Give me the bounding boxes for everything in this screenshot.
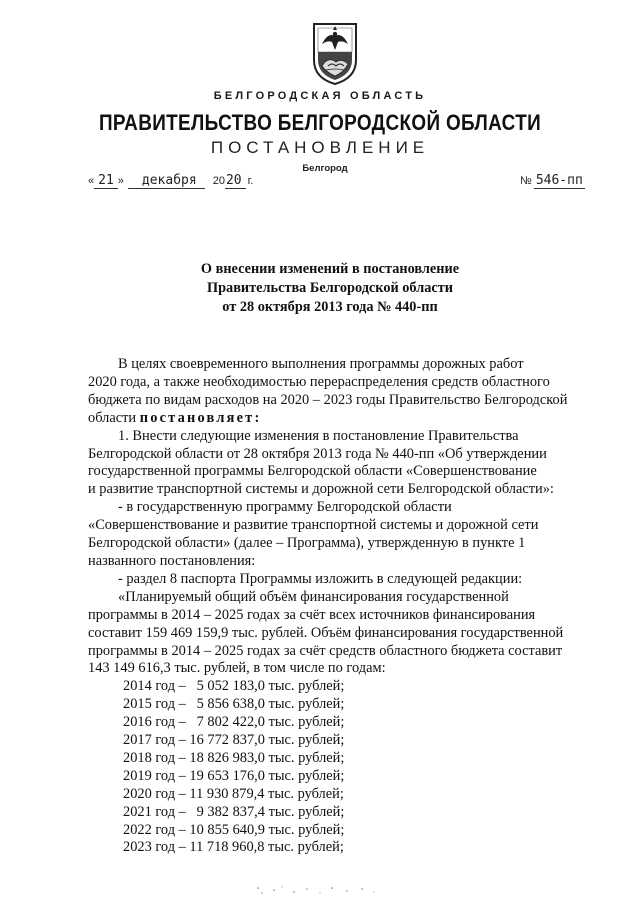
region-name: БЕЛГОРОДСКАЯ ОБЛАСТЬ xyxy=(213,90,427,102)
item2-line: Белгородской области» (далее – Программа), утвержденную в пункте 1 xyxy=(88,535,526,552)
intro-line: бюджета по видам расходов на 2020 – 2023 годы Правительство Белгородской xyxy=(88,391,568,408)
date-open-quote: « xyxy=(88,175,95,187)
year-item: 2018 год – 18 826 983,0 тыс. рублей; xyxy=(123,749,345,766)
year-item: 2019 год – 19 653 176,0 тыс. рублей; xyxy=(123,767,345,784)
quote-line: 143 149 616,3 тыс. рублей, в том числе по годам: xyxy=(88,660,386,677)
page-bottom-dots xyxy=(252,884,382,898)
year-item: 2023 год – 11 718 960,8 тыс. рублей; xyxy=(123,839,344,856)
document-type: ПОСТАНОВЛЕНИЕ xyxy=(210,138,430,157)
quote-line: программы в 2014 – 2025 годах за счёт всех источников финансирования xyxy=(88,606,536,623)
date-day: 21 xyxy=(94,174,118,189)
year-item: 2021 год – 9 382 837,4 тыс. рублей; xyxy=(123,803,345,820)
title-line: О внесении изменений в постановление xyxy=(200,261,460,277)
year-item: 2020 год – 11 930 879,4 тыс. рублей; xyxy=(123,785,344,802)
date-year-abbr: г. xyxy=(247,175,254,187)
item1-line: 1. Внести следующие изменения в постановление Правительства xyxy=(118,427,519,444)
date-month: декабря xyxy=(128,174,205,189)
quote-line: «Планируемый общий объём финансирования государственной xyxy=(118,588,509,605)
title-line: Правительства Белгородской области xyxy=(206,280,454,296)
year-item: 2014 год – 5 052 183,0 тыс. рублей; xyxy=(123,678,345,695)
item1-line: и развитие транспортной системы и дорожной сети Белгородской области»: xyxy=(88,481,554,498)
year-item: 2015 год – 5 856 638,0 тыс. рублей; xyxy=(123,696,345,713)
intro-end-prefix: области xyxy=(88,409,140,426)
quote-line: программы в 2014 – 2025 годах за счёт средств областного бюджета составит xyxy=(88,642,563,659)
item1-line: государственной программы Белгородской области «Совершенствование xyxy=(88,463,537,480)
document-body xyxy=(88,356,588,857)
year-item: 2016 год – 7 802 422,0 тыс. рублей; xyxy=(123,714,345,731)
item2-line: «Совершенствование и развитие транспортной системы и дорожной сети xyxy=(88,517,539,534)
item1-line: Белгородской области от 28 октября 2013 года № 440-пп «Об утверждении xyxy=(88,445,547,462)
quote-line: составит 159 469 159,9 тыс. рублей. Объём финансирования государственной xyxy=(88,624,564,641)
intro-end xyxy=(88,410,588,428)
item3-line: - раздел 8 паспорта Программы изложить в следующей редакции: xyxy=(118,570,523,587)
number-prefix: № xyxy=(520,175,532,187)
item2-line: - в государственную программу Белгородской области xyxy=(118,499,452,516)
intro-line: В целях своевременного выполнения программы дорожных работ xyxy=(118,356,524,372)
year-item: 2022 год – 10 855 640,9 тыс. рублей; xyxy=(123,821,345,838)
date-close-quote: » xyxy=(117,175,124,187)
title-line: от 28 октября 2013 года № 440-пп xyxy=(222,299,438,315)
document-number xyxy=(520,174,585,189)
intro-line: 2020 года, а также необходимостью перераспределения средств областного xyxy=(88,373,550,390)
item2-line: названного постановления: xyxy=(88,552,256,569)
document-date xyxy=(88,174,253,189)
coat-of-arms-icon xyxy=(308,22,362,86)
government-name: ПРАВИТЕЛЬСТВО БЕЛГОРОДСКОЙ ОБЛАСТИ xyxy=(98,110,542,135)
number-value: 546-пп xyxy=(535,173,583,188)
document-title xyxy=(140,260,520,317)
date-year-suffix: 20 xyxy=(225,174,246,189)
year-item: 2017 год – 16 772 837,0 тыс. рублей; xyxy=(123,732,345,749)
resolves-word: постановляет: xyxy=(139,409,262,426)
date-year-prefix: 20 xyxy=(212,175,225,187)
yearly-funding-list xyxy=(88,678,588,857)
city-name: Белгород xyxy=(302,163,348,174)
